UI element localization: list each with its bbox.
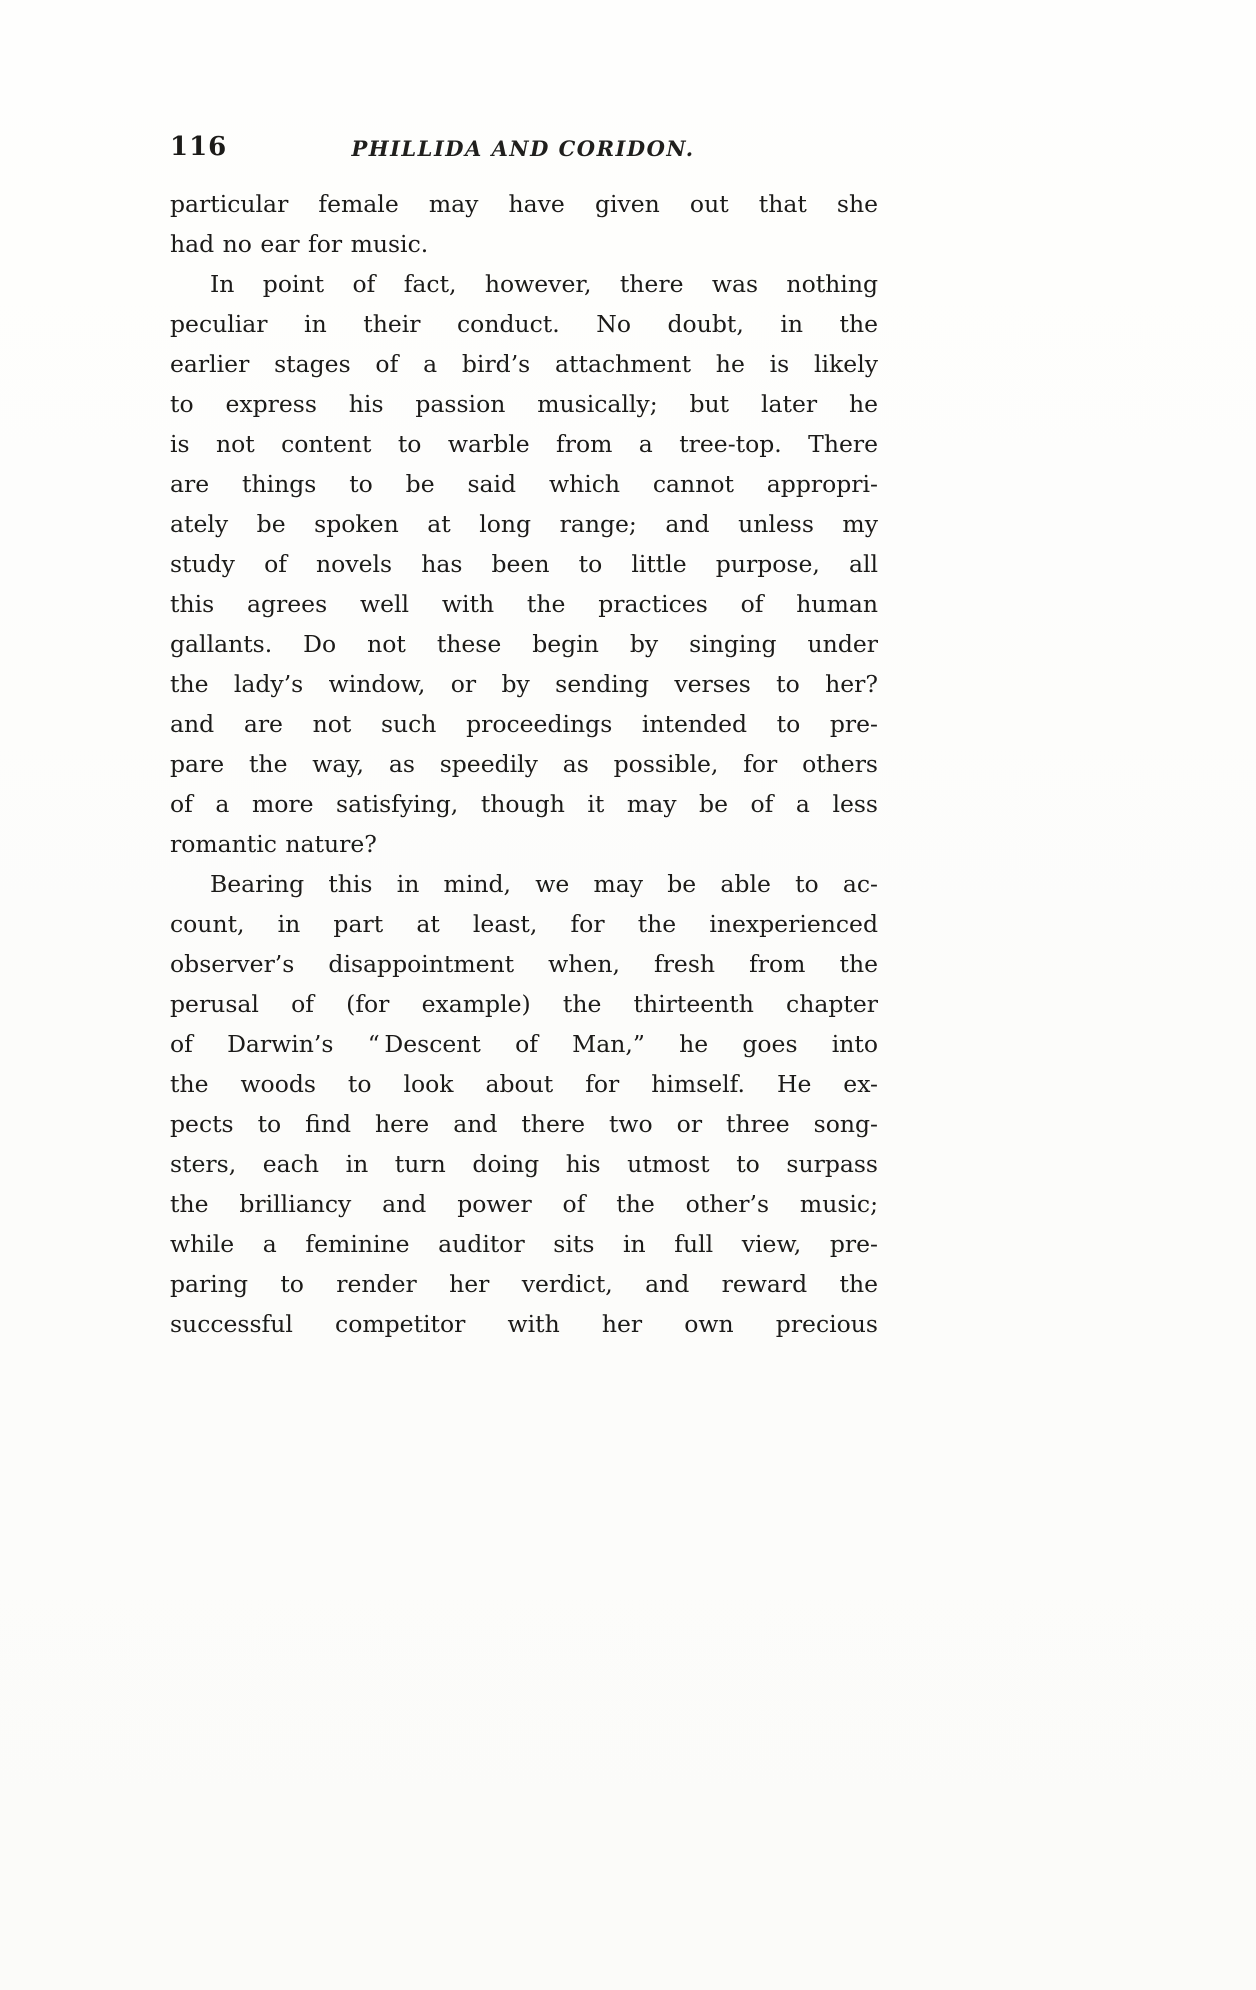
text-line: successful competitor with her own precious bbox=[170, 1310, 878, 1338]
text-block bbox=[170, 184, 878, 1344]
text-line: of a more satisfying, though it may be of a less bbox=[170, 790, 878, 818]
text-line: pare the way, as speedily as possible, for others bbox=[170, 750, 878, 778]
text-line: and are not such proceedings intended to pre- bbox=[170, 710, 878, 738]
text-line: this agrees well with the practices of human bbox=[170, 590, 878, 618]
text-line: the brilliancy and power of the other’s music; bbox=[170, 1190, 878, 1218]
text-line: peculiar in their conduct. No doubt, in the bbox=[170, 310, 878, 338]
text-line: earlier stages of a bird’s attachment he is likely bbox=[170, 350, 878, 378]
text-line: the woods to look about for himself. He ex- bbox=[170, 1070, 878, 1098]
text-line: Bearing this in mind, we may be able to ac- bbox=[210, 870, 878, 898]
text-line: pects to find here and there two or three song- bbox=[170, 1110, 878, 1138]
text-line: study of novels has been to little purpose, all bbox=[170, 550, 878, 578]
text-line: ately be spoken at long range; and unless my bbox=[170, 510, 878, 538]
text-line: while a feminine auditor sits in full view, pre- bbox=[170, 1230, 878, 1258]
page-header bbox=[170, 132, 876, 166]
text-line: the lady’s window, or by sending verses to her? bbox=[170, 670, 878, 698]
text-line: In point of fact, however, there was nothing bbox=[210, 270, 878, 298]
running-title: PHILLIDA AND CORIDON. bbox=[351, 136, 695, 161]
text-line: sters, each in turn doing his utmost to surpass bbox=[170, 1150, 878, 1178]
text-line: is not content to warble from a tree-top. There bbox=[170, 430, 878, 458]
text-line: particular female may have given out that she bbox=[170, 190, 878, 218]
paragraph bbox=[170, 264, 878, 864]
text-line: perusal of (for example) the thirteenth chapter bbox=[170, 990, 878, 1018]
text-line: are things to be said which cannot appropri- bbox=[170, 470, 878, 498]
paragraph bbox=[170, 184, 878, 264]
text-line: paring to render her verdict, and reward the bbox=[170, 1270, 878, 1298]
text-line: of Darwin’s “ Descent of Man,” he goes into bbox=[170, 1030, 878, 1058]
text-line: romantic nature? bbox=[170, 830, 377, 858]
text-line: to express his passion musically; but later he bbox=[170, 390, 878, 418]
text-line: observer’s disappointment when, fresh from the bbox=[170, 950, 878, 978]
paragraph bbox=[170, 864, 878, 1344]
text-line: had no ear for music. bbox=[170, 230, 429, 258]
page-number: 116 bbox=[170, 132, 228, 162]
text-line: count, in part at least, for the inexperienced bbox=[170, 910, 878, 938]
text-line: gallants. Do not these begin by singing under bbox=[170, 630, 878, 658]
